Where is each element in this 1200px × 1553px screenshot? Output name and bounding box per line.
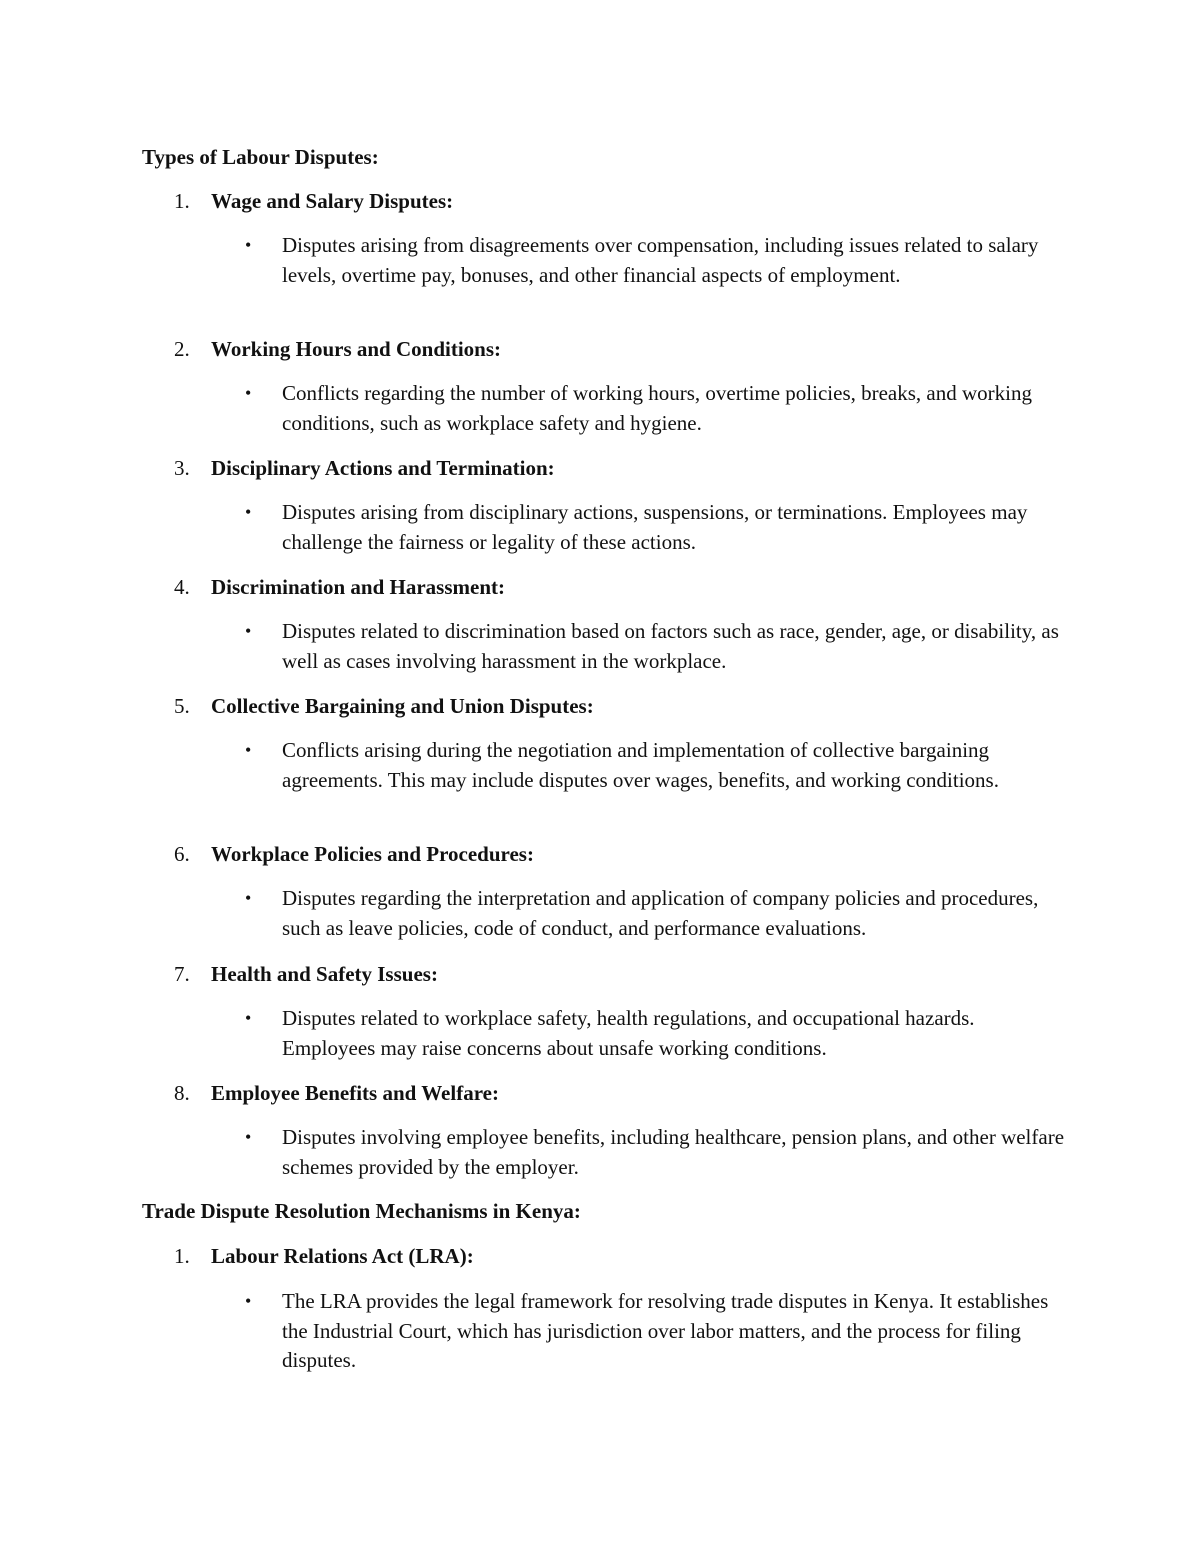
item-number: 7. [174,962,190,986]
item-description: Disputes involving employee benefits, including healthcare, pension plans, and other welfare schemes provided by the employer. [282,1125,1065,1179]
item-description: Disputes arising from disagreements over compensation, including issues related to salary levels, overtime pay, bonuses, and other financial aspects of employment. [282,233,1039,287]
item-number: 1. [174,1244,190,1268]
item-title: Disciplinary Actions and Termination: [211,456,555,480]
item-number: 2. [174,337,190,361]
item-title: Employee Benefits and Welfare: [211,1081,499,1105]
bullet-icon: • [245,621,252,641]
item-number: 1. [174,189,190,213]
item-number: 3. [174,456,190,480]
section-heading-types: Types of Labour Disputes: [142,145,379,169]
item-title: Working Hours and Conditions: [211,337,502,361]
item-number: 8. [174,1081,190,1105]
item-title: Wage and Salary Disputes: [211,189,454,213]
item-description: The LRA provides the legal framework for resolving trade disputes in Kenya. It establishes the Industrial Court, which has jurisdiction over labor matters, and the process for filing disputes. [282,1289,1049,1372]
item-title: Health and Safety Issues: [211,962,438,986]
bullet-icon: • [245,235,252,255]
item-number: 5. [174,694,190,718]
item-description: Disputes regarding the interpretation and application of company policies and procedures, such as leave policies, code of conduct, and performance evaluations. [282,886,1039,940]
bullet-icon: • [245,1291,252,1311]
bullet-icon: • [245,740,252,760]
item-description: Disputes related to discrimination based on factors such as race, gender, age, or disability, as well as cases involving harassment in the workplace. [282,619,1059,673]
bullet-icon: • [245,1008,252,1028]
item-description: Conflicts arising during the negotiation and implementation of collective bargaining agreements. This may include disputes over wages, benefits, and working conditions. [282,738,999,792]
item-description: Conflicts regarding the number of working hours, overtime policies, breaks, and working conditions, such as workplace safety and hygiene. [282,381,1032,435]
item-title: Workplace Policies and Procedures: [211,842,534,866]
item-number: 6. [174,842,190,866]
item-number: 4. [174,575,190,599]
bullet-icon: • [245,502,252,522]
item-title: Discrimination and Harassment: [211,575,505,599]
item-description: Disputes related to workplace safety, health regulations, and occupational hazards. Employees may raise concerns about unsafe working conditions. [282,1006,975,1060]
bullet-icon: • [245,383,252,403]
item-title: Collective Bargaining and Union Disputes: [211,694,594,718]
item-title: Labour Relations Act (LRA): [211,1244,474,1268]
bullet-icon: • [245,1127,252,1147]
section-heading-resolution: Trade Dispute Resolution Mechanisms in Kenya: [142,1199,581,1223]
item-description: Disputes arising from disciplinary actions, suspensions, or terminations. Employees may challenge the fairness or legality of these actions. [282,500,1028,554]
bullet-icon: • [245,888,252,908]
